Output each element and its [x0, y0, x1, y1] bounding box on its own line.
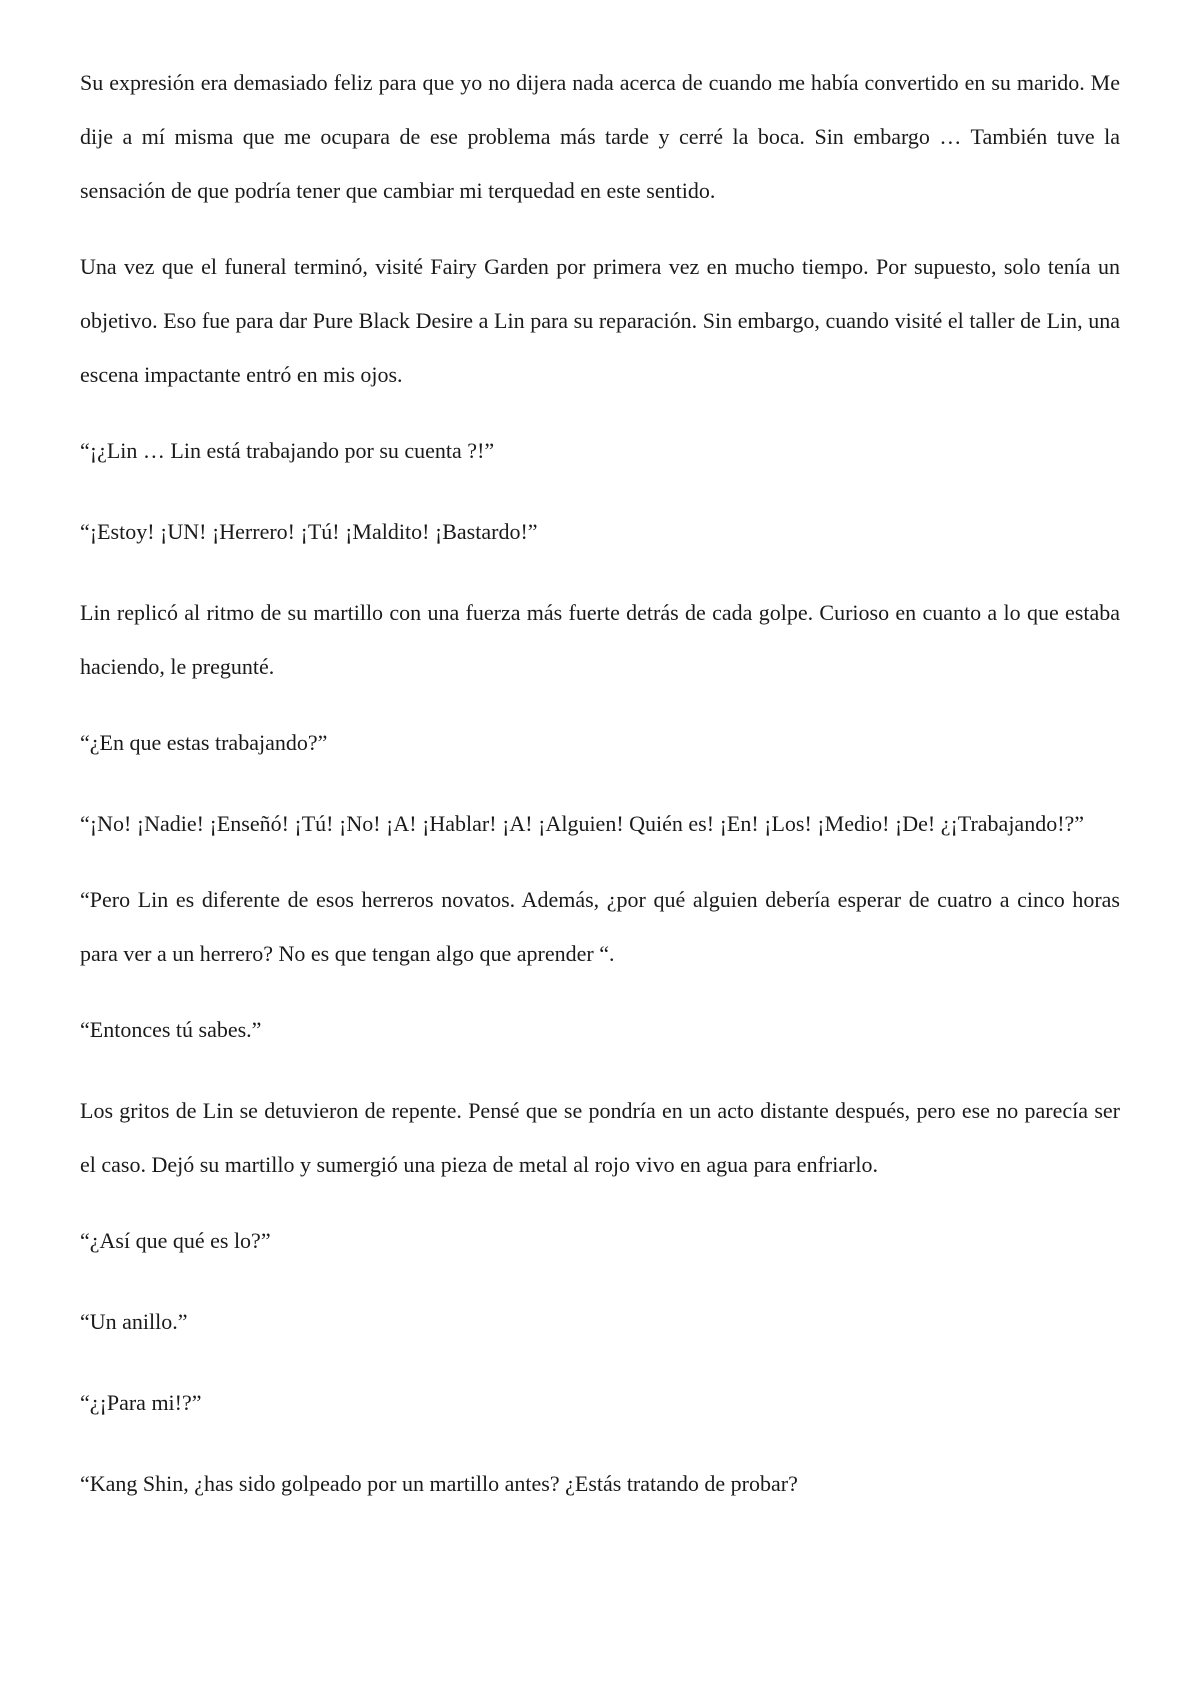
dialogue-line: “¡Estoy! ¡UN! ¡Herrero! ¡Tú! ¡Maldito! ¡Bastardo!”: [80, 519, 538, 544]
dialogue-line: “Kang Shin, ¿has sido golpeado por un martillo antes? ¿Estás tratando de probar?: [80, 1471, 798, 1496]
dialogue-line: “¡¿Lin … Lin está trabajando por su cuenta ?!”: [80, 438, 495, 463]
dialogue-line: “Pero Lin es diferente de esos herreros novatos. Además, ¿por qué alguien debería esperar de cuatro a cinco horas para ver a un herrero? No es que tengan algo que aprender “.: [80, 887, 1120, 966]
document-page: [80, 56, 1120, 1533]
paragraph: Una vez que el funeral terminó, visité Fairy Garden por primera vez en mucho tiempo. Por supuesto, solo tenía un objetivo. Eso fue para dar Pure Black Desire a Lin para su reparación. Sin embargo, cuando visité el taller de Lin, una escena impactante entró en mis ojos.: [80, 254, 1120, 387]
dialogue-line: “¿En que estas trabajando?”: [80, 730, 328, 755]
paragraph: Lin replicó al ritmo de su martillo con una fuerza más fuerte detrás de cada golpe. Curioso en cuanto a lo que estaba haciendo, le pregunté.: [80, 600, 1120, 679]
paragraph: Los gritos de Lin se detuvieron de repente. Pensé que se pondría en un acto distante después, pero ese no parecía ser el caso. Dejó su martillo y sumergió una pieza de metal al rojo vivo en agua para enfriarlo.: [80, 1098, 1120, 1177]
dialogue-line: “¿¡Para mi!?”: [80, 1390, 202, 1415]
dialogue-line: “¿Así que qué es lo?”: [80, 1228, 271, 1253]
dialogue-line: “Un anillo.”: [80, 1309, 188, 1334]
dialogue-line: “Entonces tú sabes.”: [80, 1017, 262, 1042]
dialogue-line: “¡No! ¡Nadie! ¡Enseñó! ¡Tú! ¡No! ¡A! ¡Hablar! ¡A! ¡Alguien! Quién es! ¡En! ¡Los! ¡Medio! ¡De! ¿¡Trabajando!?”: [80, 811, 1085, 836]
paragraph: Su expresión era demasiado feliz para que yo no dijera nada acerca de cuando me había convertido en su marido. Me dije a mí misma que me ocupara de ese problema más tarde y cerré la boca. Sin embargo … También tuve la sensación de que podría tener que cambiar mi terquedad en este sentido.: [80, 70, 1120, 203]
